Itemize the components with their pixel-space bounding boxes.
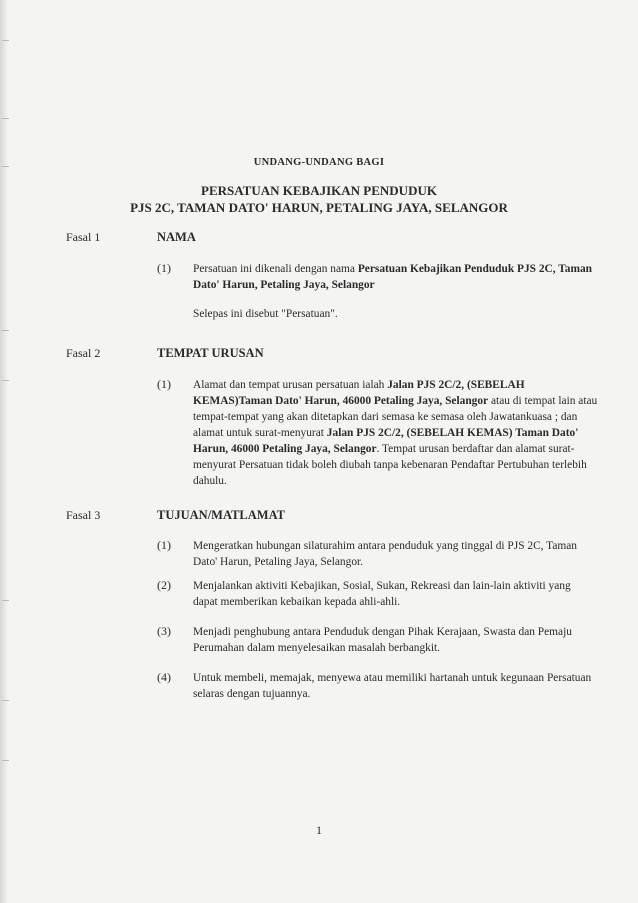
fasal-3-item-4-number: (4): [157, 670, 171, 684]
scan-mark: [2, 760, 9, 761]
fasal-3-label: Fasal 3: [66, 508, 101, 522]
document-title-line2: PERSATUAN KEBAJIKAN PENDUDUK: [201, 183, 437, 198]
scan-mark: [2, 118, 9, 119]
document-title-line1: UNDANG-UNDANG BAGI: [253, 157, 385, 168]
fasal-3-item-1-text: Mengeratkan hubungan silaturahim antara penduduk yang tinggal di PJS 2C, Taman Dato' Harun, Petaling Jaya, Selangor.: [193, 540, 577, 568]
fasal-3-item-3-text: Menjadi penghubung antara Penduduk dengan Pihak Kerajaan, Swasta dan Pemaju Perumahan dalam menyelesaikan masalah berbangkit.: [193, 626, 572, 654]
scan-edge: [0, 0, 8, 903]
fasal-1-item-1-number: (1): [157, 261, 171, 275]
scan-mark: [2, 380, 9, 381]
fasal-1-item-1-text: Persatuan ini dikenali dengan nama Persatuan Kebajikan Penduduk PJS 2C, Taman Dato' Harun, Petaling Jaya, Selangor: [193, 263, 593, 291]
fasal-3-item-3-number: (3): [157, 624, 171, 638]
fasal-3-item-2-text: Menjalankan aktiviti Kebajikan, Sosial, Sukan, Rekreasi dan lain-lain aktiviti yang dapat memberikan kebaikan kepada ahli-ahli.: [193, 580, 571, 608]
scan-mark: [2, 700, 9, 701]
scan-mark: [2, 330, 9, 331]
fasal-1-note: Selepas ini disebut "Persatuan".: [193, 308, 338, 320]
fasal-2-item-1-number: (1): [157, 377, 171, 391]
fasal-3-heading: TUJUAN/MATLAMAT: [157, 508, 286, 522]
scan-mark: [2, 600, 9, 601]
document-title-line3: PJS 2C, TAMAN DATO' HARUN, PETALING JAYA, SELANGOR: [130, 200, 508, 215]
fasal-2-item-1-text: Alamat dan tempat urusan persatuan ialah Jalan PJS 2C/2, (SEBELAH KEMAS)Taman Dato' Harun, 46000 Petaling Jaya, Selangor atau di tempat lain atau tempat-tempat yang akan ditetapkan dari semasa ke semasa oleh Jawatankuasa ; dan alamat untuk surat-menyurat Jalan PJS 2C/2, (SEBELAH KEMAS) Taman Dato' Harun, 46000 Petaling Jaya, Selangor. Tempat urusan berdaftar dan alamat surat-menyurat Persatuan tidak boleh diubah tanpa kebenaran Pendaftar Pertubuhan terlebih dahulu.: [193, 379, 598, 487]
fasal-2-label: Fasal 2: [66, 346, 101, 360]
fasal-1-heading: NAMA: [157, 230, 196, 244]
fasal-3-item-1-number: (1): [157, 538, 171, 552]
page-number: 1: [316, 823, 322, 837]
fasal-1-label: Fasal 1: [66, 230, 101, 244]
scan-mark: [2, 40, 9, 41]
fasal-3-item-2-number: (2): [157, 578, 171, 592]
fasal-3-item-4-text: Untuk membeli, memajak, menyewa atau memiliki hartanah untuk kegunaan Persatuan selaras dengan tujuannya.: [193, 672, 592, 700]
fasal-2-heading: TEMPAT URUSAN: [157, 346, 264, 360]
